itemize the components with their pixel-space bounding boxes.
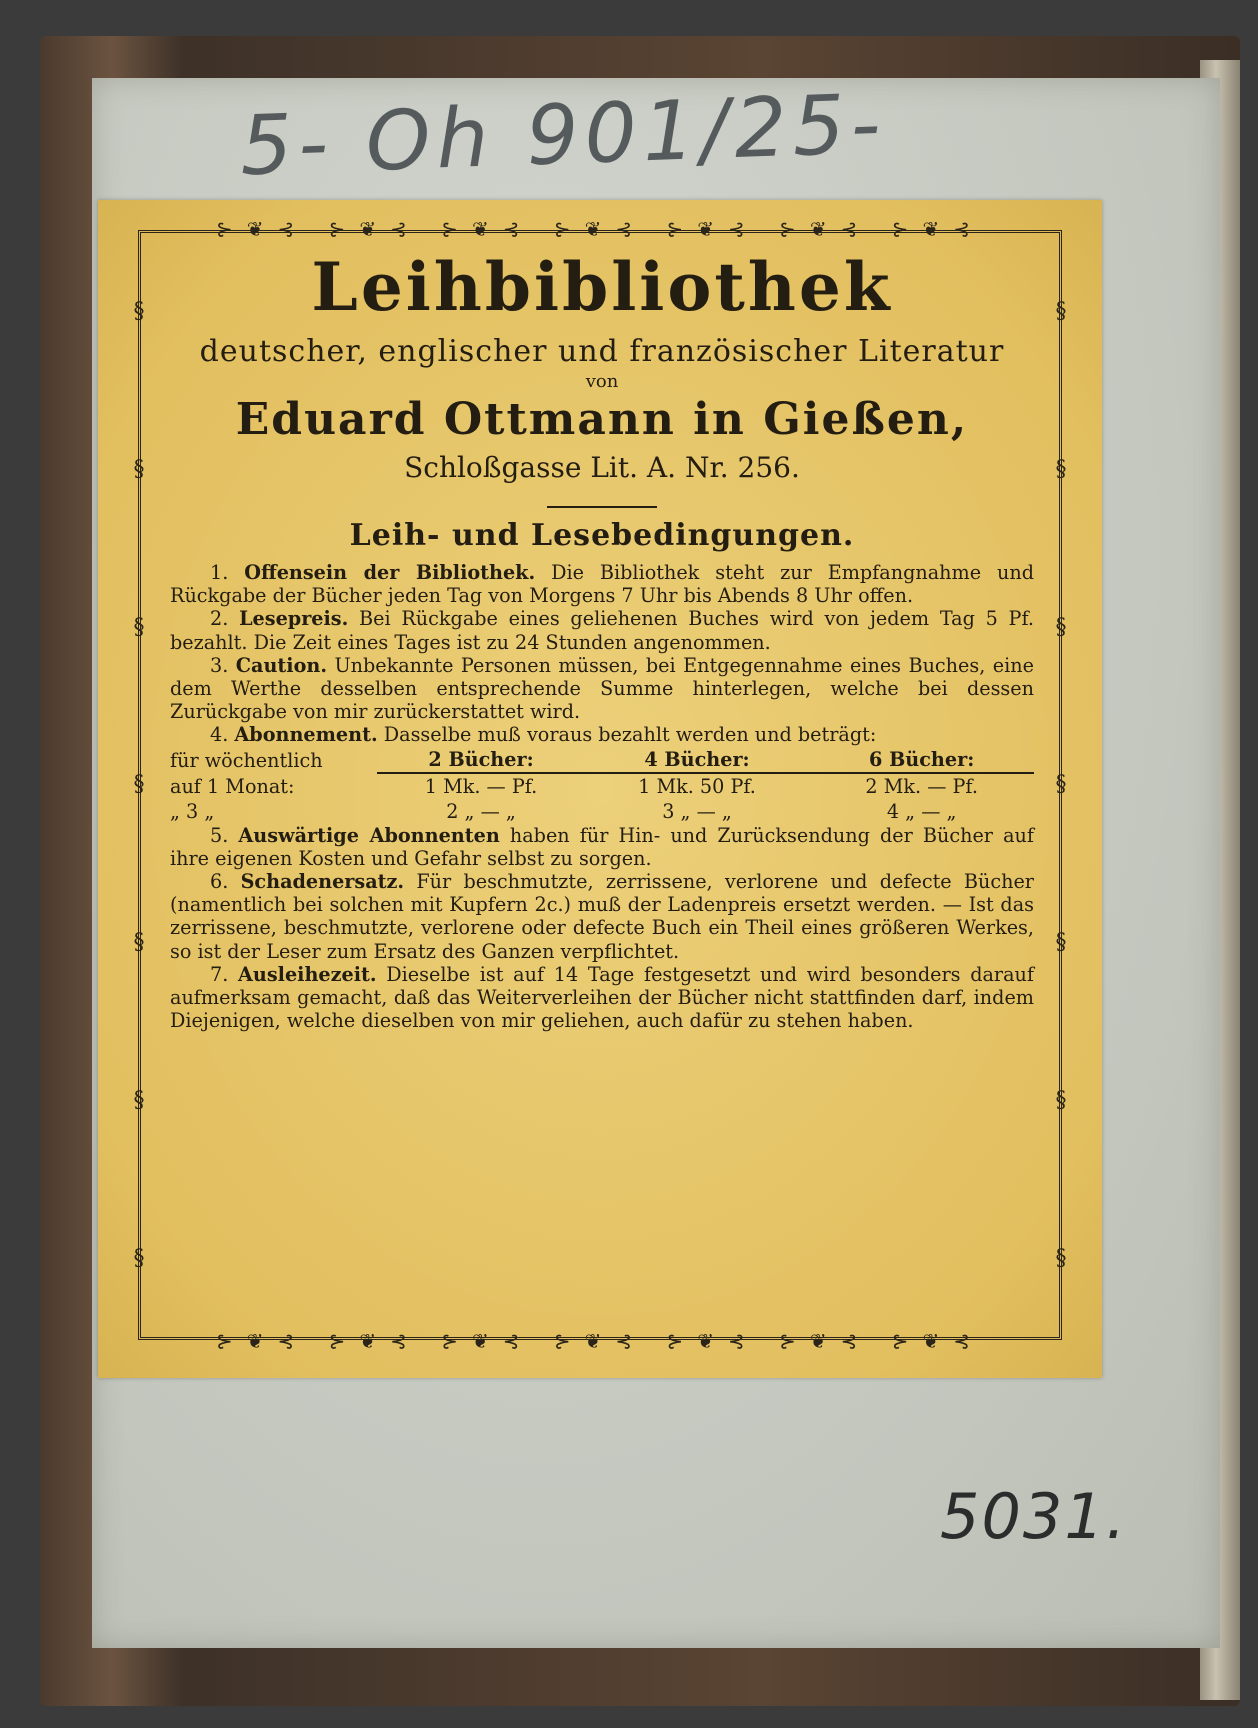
conditions-title: Leih- und Lesebedingungen.	[349, 518, 855, 553]
rule-text: Bei Rückgabe eines geliehenen Buches wird von jedem Tag 5 Pf. bezahlt. Die Zeit eines Tages ist zu 24 Stunden angenommen.	[170, 607, 1034, 654]
rule-num: 2.	[210, 607, 229, 631]
rule-text: Dasselbe muß voraus bezahlt werden und beträgt:	[383, 723, 877, 747]
price-cell: 1 Mk. 50 Pf.	[638, 774, 756, 798]
library-label	[98, 200, 1102, 1378]
rule-text: haben für Hin- und Zurücksendung der Bücher auf ihre eigenen Kosten und Gefahr selbst zu sorgen.	[170, 823, 1034, 870]
rule-num: 3.	[210, 653, 229, 677]
price-col-header: 2 Bücher:	[377, 747, 584, 773]
label-subtitle: deutscher, englischer und französischer Literatur	[199, 334, 1005, 369]
label-von: von	[585, 371, 619, 392]
rule-num: 6.	[210, 870, 229, 894]
rule-text: Dieselbe ist auf 14 Tage festgesetzt und wird besonders darauf aufmerksam gemacht, daß das Weiterverleihen der Bücher nicht stattfinden darf, indem Diejenigen, welche dieselben von mir geliehen, auch dafür zu stehen haben.	[170, 962, 1034, 1033]
rule-4	[170, 723, 1034, 746]
rule-3	[170, 654, 1034, 724]
label-address: Schloßgasse Lit. A. Nr. 256.	[404, 451, 800, 484]
price-row-label: „ 3 „	[170, 799, 215, 823]
price-header-label: für wöchentlich	[170, 748, 323, 772]
rule-head: Ausleihezeit.	[238, 962, 377, 986]
frame-ornament-right-icon: § § § § § § §	[1055, 299, 1067, 1271]
handwritten-accession-number: 5031.	[940, 1480, 1128, 1553]
rule-5	[170, 824, 1034, 870]
price-table	[170, 747, 1034, 824]
price-col-header: 6 Bücher:	[809, 747, 1034, 773]
price-cell: 4 „ — „	[886, 799, 957, 823]
rule-1	[170, 561, 1034, 607]
rule-head: Caution.	[235, 653, 327, 677]
price-col-header: 4 Bücher:	[585, 747, 810, 773]
label-owner: Eduard Ottmann in Gießen,	[235, 394, 969, 445]
rule-text: Unbekannte Personen müssen, bei Entgegennahme eines Buches, eine dem Werthe desselben entsprechende Summe hinterlegen, welche bei dessen Zurückgabe von mir zurückerstattet wird.	[170, 653, 1034, 724]
price-cell: 3 „ — „	[662, 799, 732, 823]
divider	[547, 506, 657, 508]
rule-7	[170, 963, 1034, 1033]
label-title: Leihbibliothek	[311, 248, 893, 326]
rule-text: Für beschmutzte, zerrissene, verlorene und defecte Bücher (namentlich bei solchen mit Kupfern 2c.) muß der Ladenpreis ersetzt werden. — Ist das zerrissene, beschmutzte, verlorene oder defecte Buch ein Theil eines größeren Werkes, so ist der Leser zum Ersatz des Ganzen verpflichtet.	[170, 870, 1034, 963]
rule-num: 5.	[210, 823, 229, 847]
rule-head: Schadenersatz.	[240, 870, 405, 894]
label-content	[170, 246, 1034, 1032]
price-cell: 1 Mk. — Pf.	[424, 774, 538, 798]
price-cell: 2 „ — „	[446, 799, 516, 823]
rule-6	[170, 870, 1034, 963]
rule-head: Lesepreis.	[239, 607, 349, 631]
handwritten-shelfmark: 5- Oh 901/25-	[238, 76, 888, 195]
price-row	[170, 799, 1034, 824]
rule-num: 7.	[210, 962, 229, 986]
rule-head: Abonnement.	[234, 723, 378, 747]
frame-ornament-bottom-icon: ⊱❦⊰ ⊱❦⊰ ⊱❦⊰ ⊱❦⊰ ⊱❦⊰ ⊱❦⊰ ⊱❦⊰	[215, 1329, 985, 1353]
price-row	[170, 773, 1034, 799]
rule-num: 4.	[210, 723, 229, 747]
frame-ornament-top-icon: ⊱❦⊰ ⊱❦⊰ ⊱❦⊰ ⊱❦⊰ ⊱❦⊰ ⊱❦⊰ ⊱❦⊰	[215, 217, 985, 241]
rule-head: Offensein der Bibliothek.	[244, 561, 536, 584]
price-header-row	[170, 747, 1034, 773]
frame-ornament-left-icon: § § § § § § §	[133, 299, 145, 1271]
rule-head: Auswärtige Abonnenten	[238, 823, 500, 847]
rule-text: Die Bibliothek steht zur Empfangnahme und Rückgabe der Bücher jeden Tag von Morgens 7 Uhr bis Abends 8 Uhr offen.	[170, 561, 1034, 608]
price-cell: 2 Mk. — Pf.	[865, 774, 978, 798]
rule-num: 1.	[210, 561, 229, 584]
price-row-label: auf 1 Monat:	[170, 774, 295, 798]
rule-2	[170, 607, 1034, 653]
